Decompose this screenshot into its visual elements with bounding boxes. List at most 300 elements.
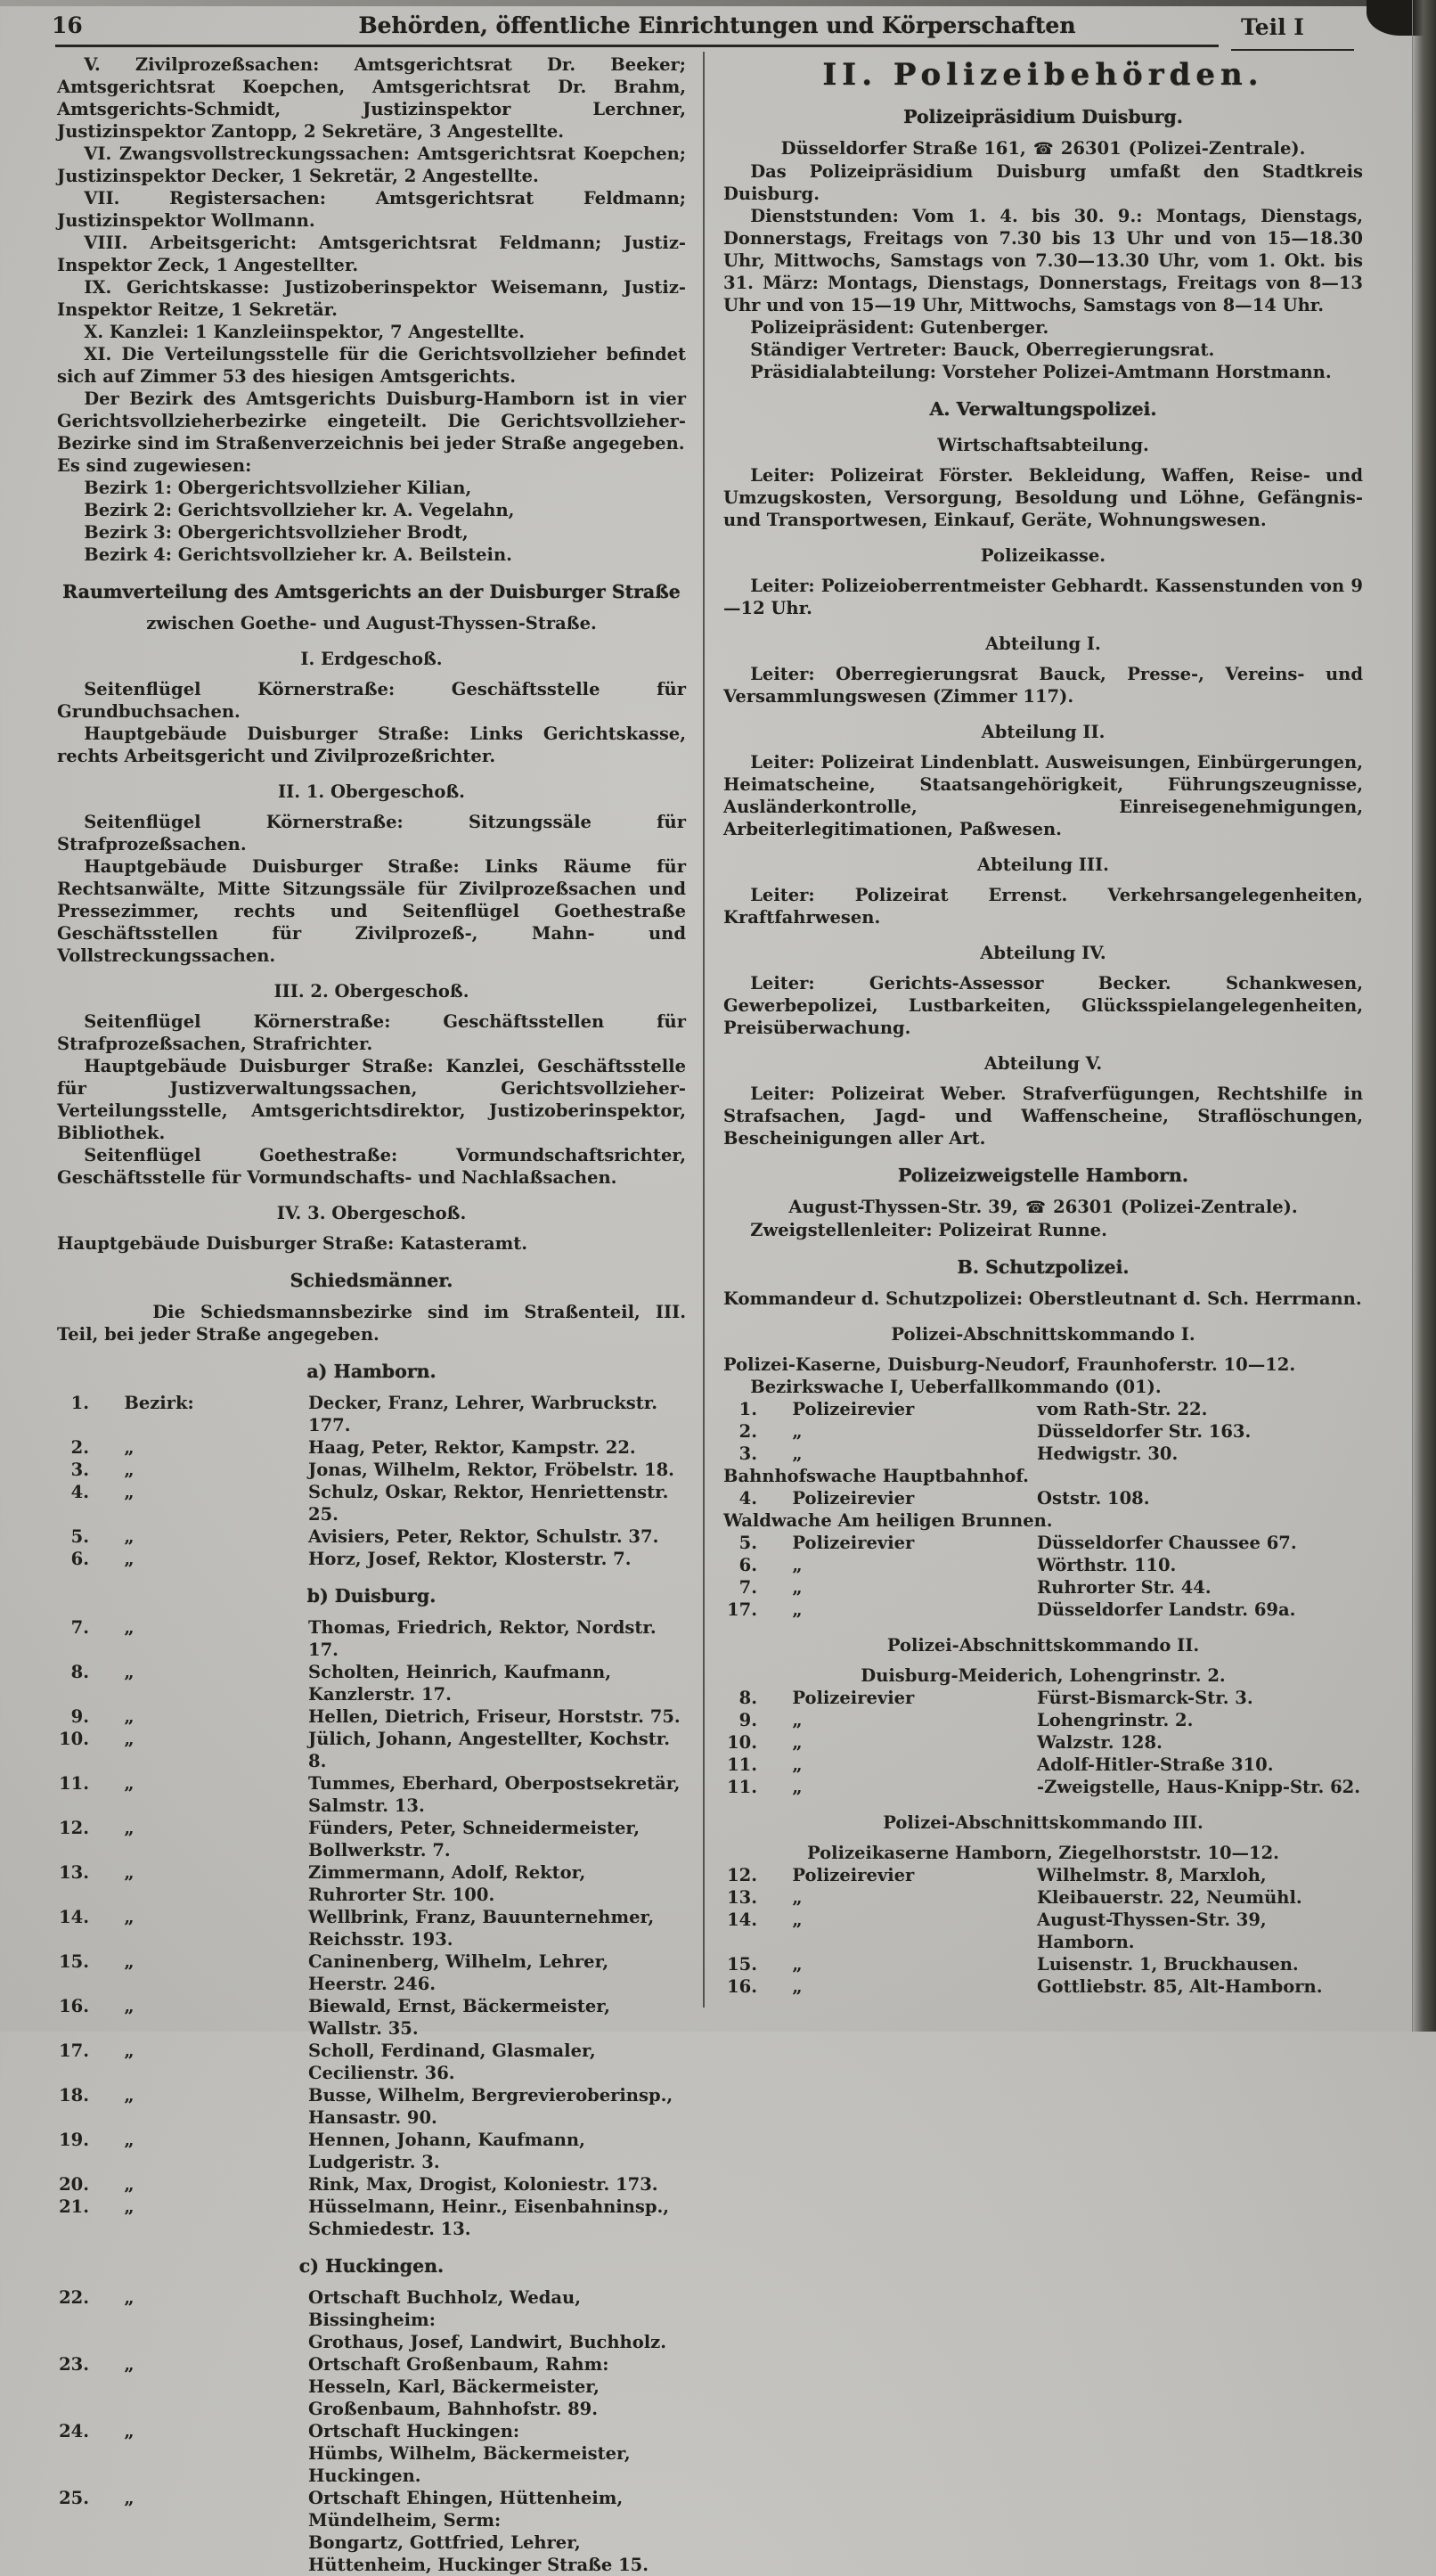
- text-line: [723, 398, 1363, 421]
- text-line: [723, 1634, 1363, 1656]
- row-text: Es sind zugewiesen:: [57, 455, 252, 476]
- text-line: [57, 2129, 686, 2173]
- text-line: [57, 2196, 686, 2240]
- text-line: [723, 1731, 1363, 1754]
- row-text: XI. Die Verteilungsstelle für die Gerichtsvollzieher befindet sich auf Zimmer 53 des hiesigen Amtsgerichts.: [57, 344, 686, 387]
- row-label: „: [124, 2196, 135, 2217]
- text-line: [57, 678, 686, 723]
- row-text: Decker, Franz, Lehrer, Warbruckstr. 177.: [308, 1393, 658, 1435]
- row-text: Seitenflügel Körnerstraße: Sitzungssäle für Strafprozeßsachen.: [57, 812, 686, 855]
- row-text: X. Kanzlei: 1 Kanzleiinspektor, 7 Angestellte.: [84, 322, 526, 342]
- text-line: [57, 1361, 686, 1383]
- row-label: „: [124, 2354, 135, 2375]
- row-text: Der Bezirk des Amtsgerichts Duisburg-Hamborn ist in vier Gerichtsvollzieherbezirke eingeteilt. Die Gerichtsvollzieher-Bezirke sind im Straßenverzeichnis bei jeder Straße angegeben.: [57, 388, 686, 454]
- row-label: „: [124, 1437, 135, 1458]
- row-number: 1.: [70, 1393, 89, 1413]
- row-text: Schulz, Oskar, Rektor, Henriettenstr. 25.: [308, 1482, 669, 1525]
- row-text: Rink, Max, Drogist, Koloniestr. 173.: [308, 2174, 658, 2195]
- row-number: 13.: [59, 1862, 89, 1883]
- text-line: [723, 1554, 1363, 1576]
- text-line: [57, 781, 686, 803]
- text-line: [723, 942, 1363, 964]
- row-text: vom Rath-Str. 22.: [1037, 1399, 1208, 1419]
- row-text: Raumverteilung des Amtsgerichts an der Duisburger Straße: [62, 581, 681, 602]
- row-number: 20.: [59, 2174, 89, 2195]
- row-text: Oststr. 108.: [1037, 1488, 1150, 1509]
- row-number: 4.: [738, 1488, 757, 1509]
- row-text: Scholl, Ferdinand, Glasmaler, Cecilienstr. 36.: [308, 2040, 596, 2083]
- row-label: „: [792, 1577, 803, 1598]
- schutzpolizei-section: [723, 1219, 1363, 1998]
- text-line: [723, 1599, 1363, 1621]
- row-text-continued: Bongartz, Gottfried, Lehrer, Hüttenheim, Huckinger Straße 15.: [308, 2532, 649, 2575]
- row-text: Wellbrink, Franz, Bauunternehmer, Reichsstr. 193.: [308, 1907, 655, 1950]
- row-number: 6.: [70, 1549, 89, 1569]
- row-text: Polizeikaserne Hamborn, Ziegelhorststr. 10—12.: [807, 1843, 1279, 1863]
- presidium-address-line: [723, 137, 1363, 160]
- page-title: Behörden, öffentliche Einrichtungen und Körperschaften: [358, 12, 1076, 38]
- row-text: Avisiers, Peter, Rektor, Schulstr. 37.: [308, 1526, 659, 1547]
- row-text: Hüsselmann, Heinr., Eisenbahninsp., Schmiedestr. 13.: [308, 2196, 670, 2239]
- scan-edge-right: [1412, 0, 1436, 2032]
- row-label: Polizeirevier: [792, 1688, 915, 1708]
- text-line: [57, 1010, 686, 1055]
- row-text: Fünders, Peter, Schneidermeister, Bollwerkstr. 7.: [308, 1818, 640, 1860]
- text-line: [57, 2084, 686, 2129]
- text-line: [723, 1864, 1363, 1886]
- row-text: Dienststunden: Vom 1. 4. bis 30. 9.: Montags, Dienstags, Donnerstags, Freitags von 7.30 bis 13 Uhr und von 15—18.30 Uhr, Mittwochs, Samstags von 7.30—13.30 Uhr, vom 1. Okt. bis 31. März: Montags, Dienstags, Donnerstags, Freitags von 8—13 Uhr und von 15—19 Uhr, Mittwochs, Samstags von 8—14 Uhr.: [723, 206, 1363, 315]
- row-number: 9.: [70, 1706, 89, 1727]
- row-label: „: [124, 1617, 135, 1638]
- row-text: IX. Gerichtskasse: Justizoberinspektor Weisemann, Justiz-Inspektor Reitze, 1 Sekretär.: [57, 277, 686, 320]
- row-number: 22.: [59, 2287, 89, 2308]
- text-line: [723, 1219, 1363, 1241]
- row-text: Seitenflügel Körnerstraße: Geschäftsstellen für Strafprozeßsachen, Strafrichter.: [57, 1011, 686, 1054]
- text-line: [57, 581, 686, 603]
- text-line: [57, 53, 686, 143]
- row-text: Haag, Peter, Rektor, Kampstr. 22.: [308, 1437, 636, 1458]
- row-number: 14.: [59, 1907, 89, 1927]
- row-text: Abteilung IV.: [980, 943, 1106, 963]
- text-line: [57, 1481, 686, 1525]
- row-text: Düsseldorfer Landstr. 69a.: [1037, 1599, 1296, 1620]
- text-line: [723, 972, 1363, 1039]
- row-number: 13.: [727, 1887, 757, 1908]
- row-label: „: [124, 1818, 135, 1838]
- text-line: [723, 663, 1363, 707]
- row-text: Wirtschaftsabteilung.: [937, 435, 1149, 455]
- row-text: Hauptgebäude Duisburger Straße: Kanzlei, Geschäftsstelle für Justizverwaltungssachen, Gerichtsvollzieher-Verteilungsstelle, Amtsgerichtsdirektor, Justizoberinspektor, Bibliothek.: [57, 1056, 686, 1143]
- text-line: [723, 1083, 1363, 1149]
- row-label: „: [124, 2040, 135, 2061]
- row-text: a) Hamborn.: [306, 1361, 437, 1382]
- row-text: Kleibauerstr. 22, Neumühl.: [1037, 1887, 1302, 1908]
- row-number: 11.: [727, 1777, 757, 1797]
- row-text: Hennen, Johann, Kaufmann, Ludgeristr. 3.: [308, 2130, 585, 2172]
- text-line: [723, 1509, 1363, 1532]
- row-text: Luisenstr. 1, Bruckhausen.: [1037, 1954, 1299, 1975]
- text-line: [723, 854, 1363, 876]
- row-text: c) Huckingen.: [298, 2255, 445, 2277]
- row-text: -Zweigstelle, Haus-Knipp-Str. 62.: [1037, 1777, 1361, 1797]
- row-label: „: [124, 2488, 135, 2508]
- text-line: [57, 232, 686, 276]
- text-line: [57, 1616, 686, 1661]
- branch-title: Polizeizweigstelle Hamborn.: [897, 1165, 1189, 1186]
- text-line: [57, 723, 686, 767]
- text-line: [57, 187, 686, 232]
- row-text: Zimmermann, Adolf, Rektor, Ruhrorter Str. 100.: [308, 1862, 586, 1905]
- row-text: IV. 3. Obergeschoß.: [276, 1203, 467, 1223]
- row-text: Schiedsmänner.: [290, 1270, 453, 1291]
- text-line: [57, 1525, 686, 1548]
- text-line: [57, 1055, 686, 1144]
- row-text: Hedwigstr. 30.: [1037, 1443, 1179, 1464]
- phone-number: 26301: [1053, 1197, 1114, 1217]
- row-number: 18.: [59, 2085, 89, 2106]
- row-number: 2.: [70, 1437, 89, 1458]
- text-line: [723, 1576, 1363, 1599]
- row-number: 16.: [727, 1976, 757, 1997]
- text-line: [57, 1392, 686, 1436]
- row-text: Ortschaft Ehingen, Hüttenheim, Mündelheim, Serm:: [308, 2488, 624, 2531]
- row-number: 1.: [738, 1399, 757, 1419]
- text-line: [723, 205, 1363, 316]
- text-line: [57, 1144, 686, 1189]
- row-text: Das Polizeipräsidium Duisburg umfaßt den Stadtkreis Duisburg.: [723, 161, 1363, 204]
- text-line: [57, 544, 686, 566]
- text-line: [57, 1232, 686, 1255]
- text-line: [57, 276, 686, 321]
- row-label: „: [124, 1549, 135, 1569]
- text-line: [723, 575, 1363, 619]
- row-number: 10.: [727, 1732, 757, 1753]
- row-text: Ortschaft Huckingen:: [308, 2421, 520, 2441]
- text-line: [723, 721, 1363, 743]
- row-number: 23.: [59, 2354, 89, 2375]
- text-line: [723, 884, 1363, 928]
- row-label: „: [124, 2174, 135, 2195]
- text-line: [57, 855, 686, 967]
- text-line: [57, 612, 686, 634]
- text-line: [57, 980, 686, 1002]
- row-text: Lohengrinstr. 2.: [1037, 1710, 1194, 1730]
- row-text: Bezirk 1: Obergerichtsvollzieher Kilian,: [84, 478, 472, 498]
- row-text: Die Schiedsmannsbezirke sind im Straßenteil, III. Teil, bei jeder Straße angegeben.: [57, 1302, 686, 1345]
- text-line: [57, 2487, 686, 2576]
- row-number: 9.: [738, 1710, 757, 1730]
- row-text: b) Duisburg.: [306, 1585, 437, 1607]
- text-line: [723, 1376, 1363, 1398]
- row-number: 21.: [59, 2196, 89, 2217]
- row-text: Ortschaft Buchholz, Wedau, Bissingheim:: [308, 2287, 582, 2330]
- text-line: [723, 1842, 1363, 1864]
- right-column: [723, 52, 1363, 1998]
- row-text: Walzstr. 128.: [1037, 1732, 1163, 1753]
- part-label: Teil I: [1240, 14, 1304, 40]
- row-text: Hauptgebäude Duisburger Straße: Links Gerichtskasse, rechts Arbeitsgericht und Zivilprozeßrichter.: [57, 724, 686, 766]
- text-line: [723, 1487, 1363, 1509]
- row-number: 17.: [59, 2040, 89, 2061]
- row-label: „: [124, 1773, 135, 1794]
- row-number: 5.: [738, 1533, 757, 1553]
- telephone-icon: ☎: [1025, 1198, 1047, 1217]
- row-label: „: [124, 1996, 135, 2016]
- text-line: [723, 544, 1363, 567]
- text-line: [57, 1585, 686, 1607]
- row-text: Jülich, Johann, Angestellter, Kochstr. 8.: [308, 1729, 671, 1771]
- row-text: Ortschaft Großenbaum, Rahm:: [308, 2354, 609, 2375]
- text-line: [57, 1202, 686, 1224]
- row-text: Fürst-Bismarck-Str. 3.: [1037, 1688, 1253, 1708]
- row-text: Bezirk 4: Gerichtsvollzieher kr. A. Beilstein.: [84, 544, 512, 565]
- row-text: Bezirk 3: Obergerichtsvollzieher Brodt,: [84, 522, 469, 543]
- text-line: [57, 1301, 686, 1345]
- text-line: [57, 454, 686, 477]
- row-text: Seitenflügel Goethestraße: Vormundschaftsrichter, Geschäftsstelle für Vormundschafts- und Nachlaßsachen.: [57, 1145, 686, 1188]
- text-line: [57, 1995, 686, 2040]
- row-label: „: [792, 1732, 803, 1753]
- row-text: Leiter: Gerichts-Assessor Becker. Schankwesen, Gewerbepolizei, Lustbarkeiten, Glücksspielangelegenheiten, Preisüberwachung.: [723, 973, 1363, 1038]
- left-column: [57, 53, 686, 2576]
- page-number: 16: [52, 12, 83, 38]
- row-text: V. Zivilprozeßsachen: Amtsgerichtsrat Dr. Beeker; Amtsgerichtsrat Koepchen, Amtsgerichtsrat Dr. Brahm, Amtsgerichts-Schmidt, Justizinspektor Lerchner, Justizinspektor Zantopp, 2 Sekretäre, 3 Angestellte.: [57, 54, 686, 142]
- text-line: [57, 521, 686, 544]
- row-text: VI. Zwangsvollstreckungssachen: Amtsgerichtsrat Koepchen; Justizinspektor Decker, 1 Sekretär, 2 Angestellte.: [57, 143, 686, 186]
- row-number: 16.: [59, 1996, 89, 2016]
- row-label: „: [124, 2421, 135, 2441]
- text-line: [723, 1909, 1363, 1953]
- row-text: Polizei-Kaserne, Duisburg-Neudorf, Fraunhoferstr. 10—12.: [723, 1354, 1296, 1375]
- row-number: 3.: [70, 1460, 89, 1480]
- row-text: Leiter: Polizeirat Errenst. Verkehrsangelegenheiten, Kraftfahrwesen.: [723, 885, 1363, 928]
- row-label: „: [124, 1907, 135, 1927]
- row-number: 25.: [59, 2488, 89, 2508]
- branch-address-line: [723, 1196, 1363, 1219]
- row-number: 15.: [59, 1951, 89, 1972]
- header-rule-part: [1231, 49, 1354, 51]
- text-line: [723, 1288, 1363, 1310]
- text-line: [723, 464, 1363, 531]
- text-line: [723, 1776, 1363, 1798]
- row-number: 10.: [59, 1729, 89, 1749]
- row-label: „: [792, 1710, 803, 1730]
- text-line: [57, 143, 686, 187]
- text-line: [57, 1817, 686, 1861]
- text-line: [723, 1811, 1363, 1834]
- row-label: „: [792, 1555, 803, 1575]
- row-text: Abteilung V.: [983, 1053, 1103, 1074]
- row-text: Leiter: Oberregierungsrat Bauck, Presse-, Vereins- und Versammlungswesen (Zimmer 117).: [723, 664, 1363, 707]
- page-header: [52, 11, 1383, 45]
- row-number: 7.: [70, 1617, 89, 1638]
- text-line: [57, 1548, 686, 1570]
- row-label: „: [124, 1662, 135, 1682]
- row-text: III. 2. Obergeschoß.: [273, 981, 469, 1002]
- text-line: [723, 1687, 1363, 1709]
- text-line: [723, 339, 1363, 361]
- text-line: [57, 2353, 686, 2420]
- text-line: [57, 1705, 686, 1728]
- text-line: [723, 1052, 1363, 1075]
- row-label: Bezirk:: [124, 1393, 194, 1413]
- row-number: 2.: [738, 1421, 757, 1442]
- row-text: Leiter: Polizeirat Lindenblatt. Ausweisungen, Einbürgerungen, Heimatscheine, Staatsangehörigkeit, Führungszeugnisse, Ausländerkontrolle, Einreisegenehmigungen, Arbeiterlegitimationen, Paßwesen.: [723, 752, 1363, 839]
- row-label: „: [124, 1951, 135, 1972]
- row-text: Düsseldorfer Chaussee 67.: [1037, 1533, 1297, 1553]
- text-line: [57, 1270, 686, 1292]
- row-number: 7.: [738, 1577, 757, 1598]
- column-divider: [703, 52, 705, 2008]
- row-label: „: [792, 1599, 803, 1620]
- row-text: Präsidialabteilung: Vorsteher Polizei-Amtmann Horstmann.: [750, 362, 1332, 382]
- row-text: Biewald, Ernst, Bäckermeister, Wallstr. 35.: [308, 1996, 610, 2039]
- row-label: Polizeirevier: [792, 1533, 915, 1553]
- text-line: [57, 1728, 686, 1772]
- text-line: [723, 1465, 1363, 1487]
- text-line: [723, 633, 1363, 655]
- row-text: Horz, Josef, Rektor, Klosterstr. 7.: [308, 1549, 632, 1569]
- row-number: 19.: [59, 2130, 89, 2150]
- text-line: [723, 1353, 1363, 1376]
- text-line: [57, 499, 686, 521]
- text-line: [723, 1443, 1363, 1465]
- telephone-icon: ☎: [1032, 140, 1054, 159]
- row-text: Waldwache Am heiligen Brunnen.: [723, 1510, 1053, 1531]
- text-line: [723, 751, 1363, 840]
- row-label: „: [792, 1976, 803, 1997]
- text-line: [57, 1861, 686, 1906]
- text-line: [57, 1772, 686, 1817]
- row-text-continued: Hesseln, Karl, Bäckermeister, Großenbaum, Bahnhofstr. 89.: [308, 2376, 600, 2419]
- text-line: [723, 1709, 1363, 1731]
- text-line: [723, 316, 1363, 339]
- row-text-continued: Hümbs, Wilhelm, Bäckermeister, Huckingen.: [308, 2443, 631, 2486]
- row-number: 6.: [738, 1555, 757, 1575]
- row-text: VIII. Arbeitsgericht: Amtsgerichtsrat Feldmann; Justiz-Inspektor Zeck, 1 Angestellter.: [57, 233, 686, 275]
- row-text: Tummes, Eberhard, Oberpostsekretär, Salmstr. 13.: [308, 1773, 681, 1816]
- row-text: Wilhelmstr. 8, Marxloh,: [1037, 1865, 1267, 1885]
- row-text: II. 1. Obergeschoß.: [278, 781, 465, 802]
- text-line: [723, 160, 1363, 205]
- presidium-section: [723, 160, 1363, 1149]
- row-text: Polizei-Abschnittskommando I.: [891, 1324, 1195, 1345]
- row-number: 8.: [70, 1662, 89, 1682]
- row-label: Polizeirevier: [792, 1488, 915, 1509]
- row-label: „: [792, 1421, 803, 1442]
- text-line: [57, 648, 686, 670]
- address-text: August-Thyssen-Str. 39,: [788, 1197, 1019, 1217]
- row-label: „: [124, 2130, 135, 2150]
- row-label: „: [124, 1706, 135, 1727]
- address-text: Düsseldorfer Straße 161,: [780, 138, 1026, 159]
- row-number: 3.: [738, 1443, 757, 1464]
- text-line: [723, 1532, 1363, 1554]
- text-line: [723, 1398, 1363, 1420]
- row-label: „: [792, 1954, 803, 1975]
- row-text: Abteilung III.: [977, 855, 1109, 875]
- row-number: 11.: [727, 1754, 757, 1775]
- row-text: Busse, Wilhelm, Bergrevieroberinsp., Hansastr. 90.: [308, 2085, 673, 2128]
- text-line: [57, 2040, 686, 2084]
- row-text: Adolf-Hitler-Straße 310.: [1037, 1754, 1274, 1775]
- text-line: [723, 1953, 1363, 1975]
- text-line: [57, 2286, 686, 2353]
- row-text: VII. Registersachen: Amtsgerichtsrat Feldmann; Justizinspektor Wollmann.: [57, 188, 686, 231]
- row-text: Ruhrorter Str. 44.: [1037, 1577, 1212, 1598]
- row-text: Leiter: Polizeirat Weber. Strafverfügungen, Rechtshilfe in Strafsachen, Jagd- und Waffenscheine, Straflöschungen, Bescheinigungen aller Art.: [723, 1084, 1363, 1149]
- row-label: „: [124, 1482, 135, 1502]
- text-line: [57, 477, 686, 499]
- row-text: Jonas, Wilhelm, Rektor, Fröbelstr. 18.: [308, 1460, 674, 1480]
- row-text: Abteilung I.: [985, 634, 1101, 654]
- row-text: Wörthstr. 110.: [1037, 1555, 1177, 1575]
- row-label: „: [792, 1777, 803, 1797]
- row-text: Bezirkswache I, Ueberfallkommando (01).: [750, 1377, 1162, 1397]
- row-label: „: [792, 1910, 803, 1930]
- text-line: [57, 1906, 686, 1950]
- text-line: [57, 343, 686, 388]
- row-label: „: [124, 2287, 135, 2308]
- section-title: II. Polizeibehörden.: [822, 57, 1264, 93]
- row-text: Abteilung II.: [981, 722, 1106, 742]
- text-line: [57, 388, 686, 454]
- text-line: [57, 811, 686, 855]
- row-label: „: [792, 1887, 803, 1908]
- row-text: Zweigstellenleiter: Polizeirat Runne.: [750, 1220, 1107, 1240]
- scan-edge-top: [0, 0, 1436, 6]
- row-text: Polizeikasse.: [980, 545, 1106, 566]
- row-text: B. Schutzpolizei.: [957, 1256, 1130, 1278]
- row-number: 4.: [70, 1482, 89, 1502]
- text-line: [57, 321, 686, 343]
- row-text: Seitenflügel Körnerstraße: Geschäftsstelle für Grundbuchsachen.: [57, 679, 686, 722]
- row-label: „: [792, 1443, 803, 1464]
- row-text: August-Thyssen-Str. 39, Hamborn.: [1037, 1910, 1267, 1952]
- row-text: Ständiger Vertreter: Bauck, Oberregierungsrat.: [750, 339, 1215, 360]
- row-label: „: [124, 1460, 135, 1480]
- row-label: Polizeirevier: [792, 1399, 915, 1419]
- row-text: Bahnhofswache Hauptbahnhof.: [723, 1466, 1029, 1486]
- row-text: Leiter: Polizeioberrentmeister Gebhardt. Kassenstunden von 9—12 Uhr.: [723, 576, 1363, 618]
- row-text: Polizei-Abschnittskommando II.: [886, 1635, 1200, 1656]
- text-line: [57, 1661, 686, 1705]
- row-text: Bezirk 2: Gerichtsvollzieher kr. A. Vegelahn,: [84, 500, 515, 520]
- row-text: Kommandeur d. Schutzpolizei: Oberstleutnant d. Sch. Herrmann.: [723, 1288, 1362, 1309]
- row-text: Hauptgebäude Duisburger Straße: Links Räume für Rechtsanwälte, Mitte Sitzungssäle für Zivilprozeßsachen und Pressezimmer, rechts und Seitenflügel Goethestraße Geschäftsstellen für Zivilprozeß-, Mahn- und Vollstreckungssachen.: [57, 856, 686, 966]
- row-text: Hauptgebäude Duisburger Straße: Katasteramt.: [57, 1233, 528, 1254]
- row-text: I. Erdgeschoß.: [300, 649, 443, 669]
- row-text: Leiter: Polizeirat Förster. Bekleidung, Waffen, Reise- und Umzugskosten, Versorgung, Besoldung und Löhne, Gefängnis- und Transportwesen, Einkauf, Geräte, Wohnungswesen.: [723, 465, 1363, 530]
- phone-number: 26301: [1060, 138, 1122, 159]
- text-line: [57, 2420, 686, 2487]
- text-line: [723, 1754, 1363, 1776]
- text-line: [723, 434, 1363, 456]
- address-suffix: (Polizei-Zentrale).: [1120, 1197, 1298, 1217]
- row-text: Caninenberg, Wilhelm, Lehrer, Heerstr. 246.: [308, 1951, 609, 1994]
- row-number: 11.: [59, 1773, 89, 1794]
- row-label: „: [124, 1729, 135, 1749]
- text-line: [723, 1256, 1363, 1279]
- row-text: Scholten, Heinrich, Kaufmann, Kanzlerstr. 17.: [308, 1662, 612, 1705]
- row-number: 24.: [59, 2421, 89, 2441]
- row-text-continued: Grothaus, Josef, Landwirt, Buchholz.: [308, 2332, 667, 2352]
- row-text: Duisburg-Meiderich, Lohengrinstr. 2.: [861, 1665, 1226, 1686]
- row-number: 5.: [70, 1526, 89, 1547]
- row-text: Polizeipräsident: Gutenberger.: [750, 317, 1049, 338]
- text-line: [723, 1886, 1363, 1909]
- row-text: Gottliebstr. 85, Alt-Hamborn.: [1037, 1976, 1323, 1997]
